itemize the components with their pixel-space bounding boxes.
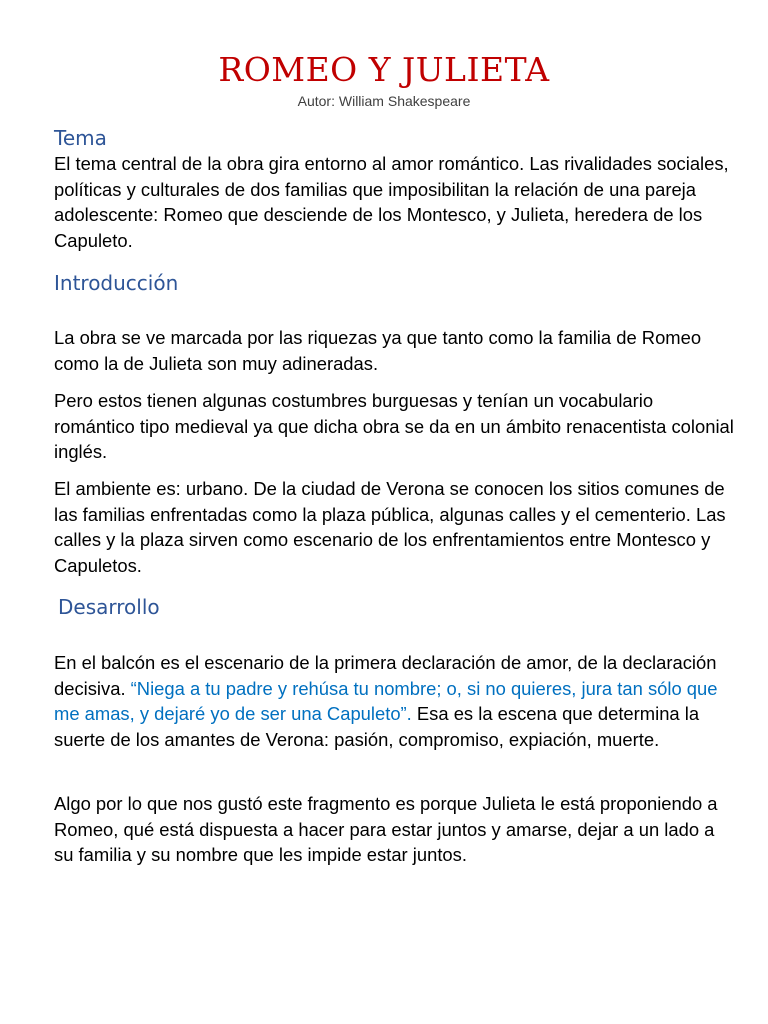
introduccion-paragraph-3: El ambiente es: urbano. De la ciudad de Verona se conocen los sitios comunes de las familias enfrentadas como la plaza pública, algunas calles y el cementerio. Las calles y la plaza sirven como escenario de los enfrentamientos entre Montesco y Capuletos. xyxy=(54,478,726,576)
section-heading-introduccion: Introducción xyxy=(54,271,179,295)
desarrollo-paragraph-2: Algo por lo que nos gustó este fragmento es porque Julieta le está proponiendo a Romeo, qué está dispuesta a hacer para estar juntos y amarse, dejar a un lado a su familia y su nombre que les impide estar juntos. xyxy=(54,793,718,865)
document-title: ROMEO Y JULIETA xyxy=(218,50,550,89)
document-author: Autor: William Shakespeare xyxy=(297,93,471,109)
introduccion-paragraph-1: La obra se ve marcada por las riquezas ya que tanto como la familia de Romeo como la de Julieta son muy adineradas. xyxy=(54,327,702,374)
section-heading-tema: Tema xyxy=(54,126,107,150)
introduccion-paragraph-2: Pero estos tienen algunas costumbres burguesas y tenían un vocabulario romántico tipo medieval ya que dicha obra se da en un ámbito renacentista colonial inglés. xyxy=(54,390,734,462)
section-heading-desarrollo: Desarrollo xyxy=(58,595,160,619)
desarrollo-paragraph-1-intro: En el balcón es el escenario de la primera declaración de amor, de la declaración decisiva. xyxy=(54,652,717,699)
balcony-quote: “Niega a tu padre y rehúsa tu nombre; o, si no quieres, jura tan sólo que me amas, y dejaré yo de ser una Capuleto”. xyxy=(54,677,718,724)
tema-paragraph: El tema central de la obra gira entorno al amor romántico. Las rivalidades sociales, políticas y culturales de dos familias que imposibilitan la relación de una pareja adolescente: Romeo que desciende de los Montesco, y Julieta, heredera de los Capuleto. xyxy=(54,153,729,251)
desarrollo-paragraph-1 xyxy=(54,650,734,752)
desarrollo-paragraph-1-outro: Esa es la escena que determina la suerte de los amantes de Verona: pasión, compromiso, expiación, muerte. xyxy=(54,703,700,750)
